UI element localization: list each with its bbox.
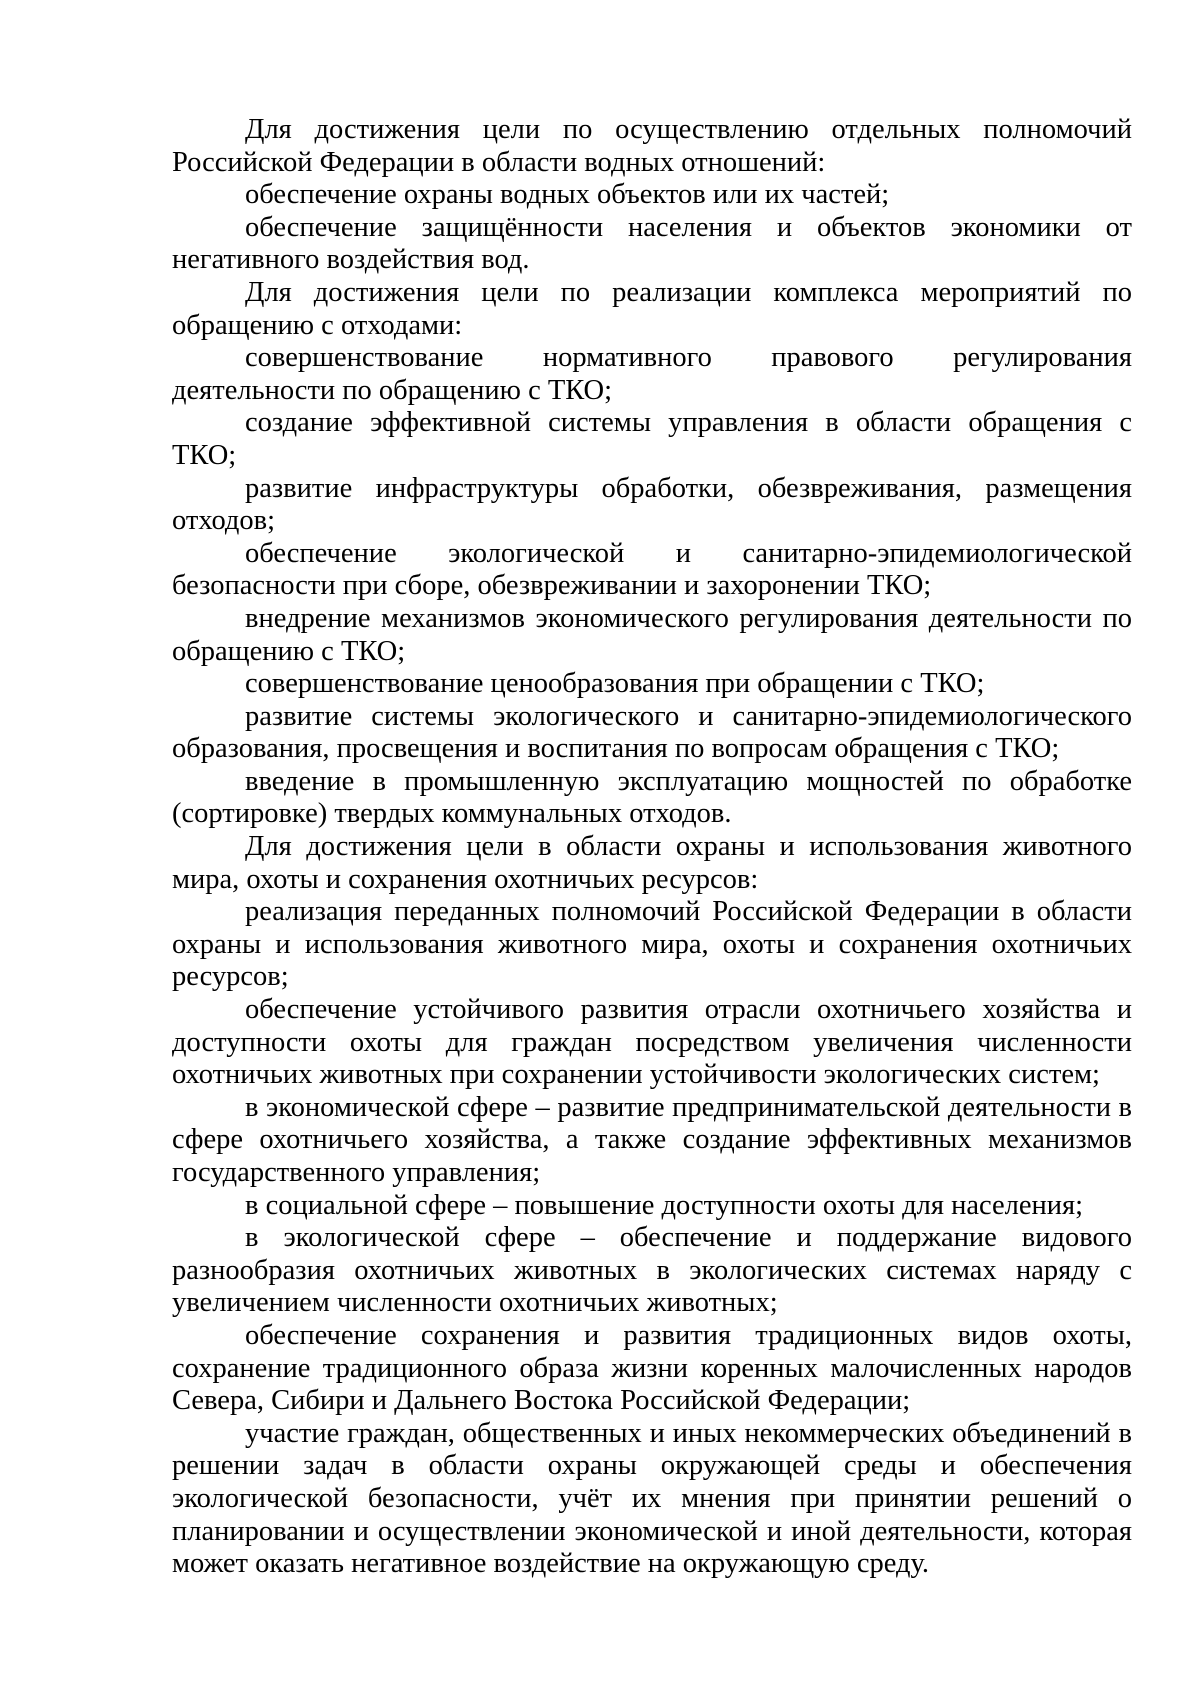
paragraph-waste-education: развитие системы экологического и санитарно-эпидемиологического образования, просвещения и воспитания по вопросам обращения с ТКО; <box>172 700 1132 765</box>
paragraph-waste-infrastructure: развитие инфраструктуры обработки, обезвреживания, размещения отходов; <box>172 472 1132 537</box>
paragraph-waste-economic: внедрение механизмов экономического регулирования деятельности по обращению с ТКО; <box>172 602 1132 667</box>
paragraph-waste-management: создание эффективной системы управления в области обращения с ТКО; <box>172 407 1132 471</box>
paragraph-waste-pricing: совершенствование ценообразования при обращении с ТКО; <box>245 668 985 700</box>
document-page <box>172 114 1132 1581</box>
paragraph-public-participation: участие граждан, общественных и иных некоммерческих объединений в решении задач в области охраны окружающей среды и обеспечения экологической безопасности, учёт их мнения при принятии решений о планировании и осуществлении экономической и иной деятельности, которая может оказать негативное воздействие на окружающую среду. <box>172 1417 1132 1580</box>
paragraph-wildlife-goal: Для достижения цели в области охраны и использования животного мира, охоты и сохранения охотничьих ресурсов: <box>172 831 1132 895</box>
paragraph-waste-sorting: введение в промышленную эксплуатацию мощностей по обработке (сортировке) твердых коммунальных отходов. <box>172 765 1132 830</box>
paragraph-ecological-sphere: в экологической сфере – обеспечение и поддержание видового разнообразия охотничьих животных в экологических системах наряду с увеличением численности охотничьих животных; <box>172 1222 1132 1319</box>
paragraph-waste-safety: обеспечение экологической и санитарно-эпидемиологической безопасности при сборе, обезвреживании и захоронении ТКО; <box>172 537 1132 602</box>
paragraph-hunting-development: обеспечение устойчивого развития отрасли охотничьего хозяйства и доступности охоты для граждан посредством увеличения численности охотничьих животных при сохранении устойчивости экологических систем; <box>172 994 1132 1091</box>
paragraph-waste-regulation: совершенствование нормативного правового регулирования деятельности по обращению с ТКО; <box>172 342 1132 406</box>
paragraph-water-goal: Для достижения цели по осуществлению отдельных полномочий Российской Федерации в области водных отношений: <box>172 114 1132 178</box>
paragraph-traditional-hunting: обеспечение сохранения и развития традиционных видов охоты, сохранение традиционного образа жизни коренных малочисленных народов Севера, Сибири и Дальнего Востока Российской Федерации; <box>172 1319 1132 1417</box>
paragraph-wildlife-powers: реализация переданных полномочий Российской Федерации в области охраны и использования животного мира, охоты и сохранения охотничьих ресурсов; <box>172 896 1132 993</box>
paragraph-water-protection: обеспечение охраны водных объектов или их частей; <box>245 179 890 211</box>
paragraph-waste-goal: Для достижения цели по реализации комплекса мероприятий по обращению с отходами: <box>172 276 1132 341</box>
paragraph-social-sphere: в социальной сфере – повышение доступности охоты для населения; <box>245 1189 1084 1221</box>
paragraph-water-security: обеспечение защищённости населения и объектов экономики от негативного воздействия вод. <box>172 211 1132 276</box>
paragraph-economic-sphere: в экономической сфере – развитие предпринимательской деятельности в сфере охотничьего хозяйства, а также создание эффективных механизмов государственного управления; <box>172 1091 1132 1188</box>
